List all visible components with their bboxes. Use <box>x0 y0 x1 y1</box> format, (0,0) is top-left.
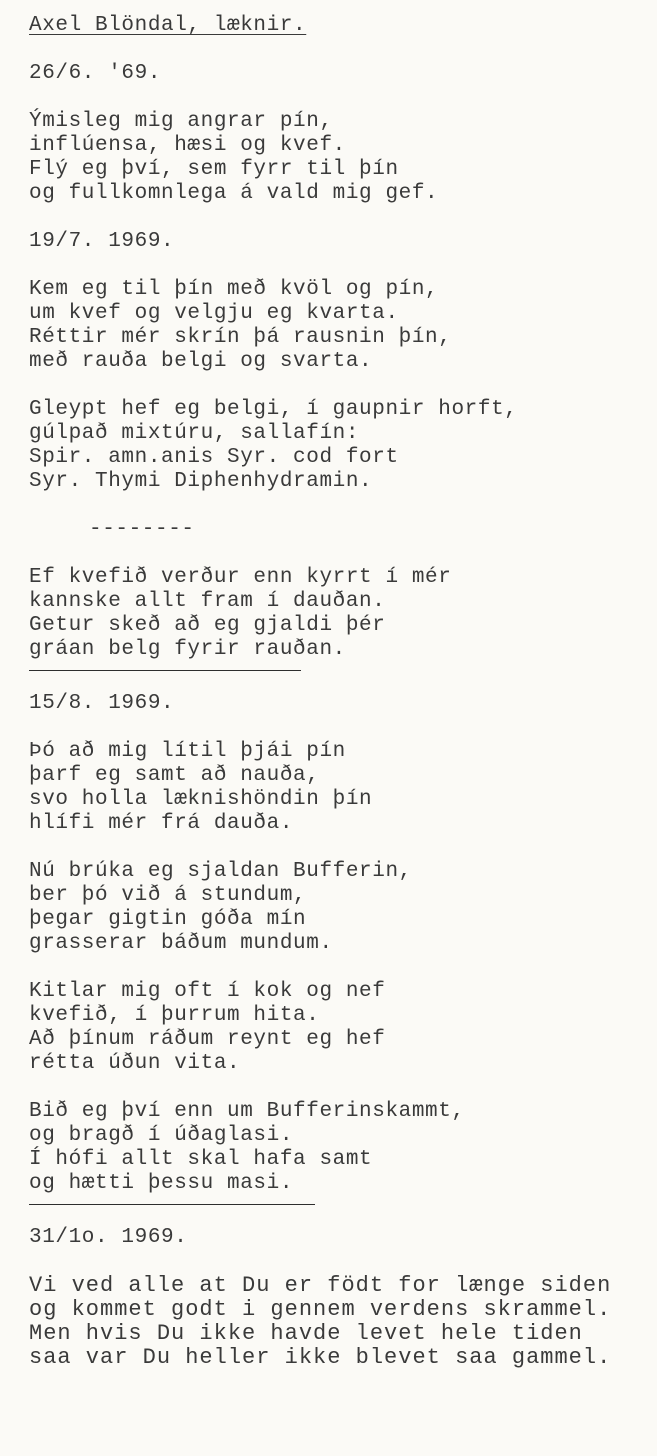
verse-line: þegar gigtin góða mín <box>29 908 307 931</box>
verse-line: rétta úðun vita. <box>29 1052 241 1075</box>
verse-line: Bið eg því enn um Bufferinskammt, <box>29 1100 465 1123</box>
verse-line: grasserar báðum mundum. <box>29 932 333 955</box>
verse-line: Flý eg því, sem fyrr til þín <box>29 158 399 181</box>
verse-line: Réttir mér skrín þá rausnin þín, <box>29 326 452 349</box>
verse-line: þarf eg samt að nauða, <box>29 764 320 787</box>
verse-line: kvefið, í þurrum hita. <box>29 1004 320 1027</box>
verse-line: Spir. amn.anis Syr. cod fort <box>29 446 399 469</box>
verse-line: Gleypt hef eg belgi, í gaupnir horft, <box>29 398 518 421</box>
verse-line: Þó að mig lítil þjái pín <box>29 740 346 763</box>
verse-line: Kitlar mig oft í kok og nef <box>29 980 386 1003</box>
verse-line: ber þó við á stundum, <box>29 884 307 907</box>
verse-line: og kommet godt i gennem verdens skrammel. <box>29 1297 612 1322</box>
verse-line: Vi ved alle at Du er födt for længe siden <box>29 1273 612 1298</box>
verse-line: og hætti þessu masi. <box>29 1172 294 1195</box>
verse-line: um kvef og velgju eg kvarta. <box>29 302 399 325</box>
entry-date: 15/8. 1969. <box>29 692 175 715</box>
dash-separator: -------- <box>89 518 195 541</box>
verse-line: inflúensa, hæsi og kvef. <box>29 134 346 157</box>
verse-line: svo holla læknishöndin þín <box>29 788 373 811</box>
verse-line: Í hófi allt skal hafa samt <box>29 1148 373 1171</box>
entry-date: 31/1o. 1969. <box>29 1226 188 1249</box>
verse-line: gúlpað mixtúru, sallafín: <box>29 422 360 445</box>
horizontal-rule <box>29 670 301 671</box>
verse-line: Nú brúka eg sjaldan Bufferin, <box>29 860 412 883</box>
typewritten-page <box>29 14 647 1370</box>
verse-line: með rauða belgi og svarta. <box>29 350 373 373</box>
verse-line: hlífi mér frá dauða. <box>29 812 294 835</box>
verse-line: Ýmisleg mig angrar pín, <box>29 110 333 133</box>
verse-line: Ef kvefið verður enn kyrrt í mér <box>29 566 452 589</box>
verse-line: Syr. Thymi Diphenhydramin. <box>29 470 373 493</box>
verse-line: Að þínum ráðum reynt eg hef <box>29 1028 386 1051</box>
verse-line: og bragð í úðaglasi. <box>29 1124 294 1147</box>
verse-line: og fullkomnlega á vald mig gef. <box>29 182 439 205</box>
verse-line: gráan belg fyrir rauðan. <box>29 638 346 661</box>
verse-line: Men hvis Du ikke havde levet hele tiden <box>29 1321 583 1346</box>
entry-date: 19/7. 1969. <box>29 230 175 253</box>
verse-line: saa var Du heller ikke blevet saa gammel. <box>29 1345 612 1370</box>
horizontal-rule <box>29 1204 315 1205</box>
page-header: Axel Blöndal, læknir. <box>29 14 307 37</box>
verse-line: kannske allt fram í dauðan. <box>29 590 386 613</box>
entry-date: 26/6. '69. <box>29 62 162 85</box>
verse-line: Getur skeð að eg gjaldi þér <box>29 614 386 637</box>
verse-line: Kem eg til þín með kvöl og pín, <box>29 278 439 301</box>
